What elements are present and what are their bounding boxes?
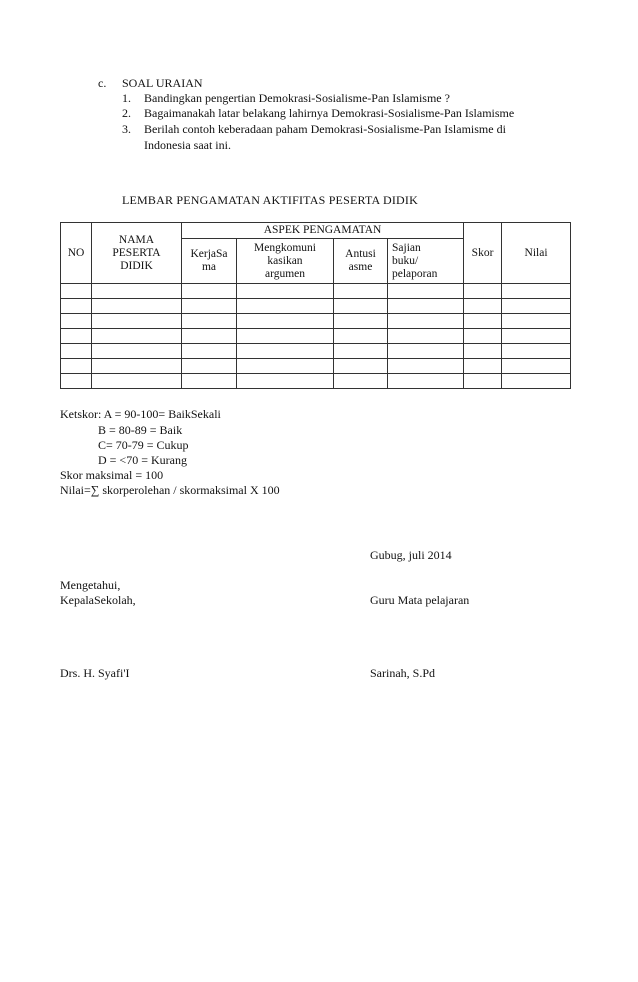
table-cell (237, 359, 334, 374)
table-cell (92, 299, 182, 314)
table-cell (464, 344, 502, 359)
header-nama-line: DIDIK (120, 259, 153, 272)
question-text: Berilah contoh keberadaan paham Demokrasi-Sosialisme-Pan Islamisme di (144, 122, 506, 136)
place-date: Gubug, juli 2014 (370, 548, 452, 562)
table-row (61, 359, 571, 374)
table-cell (388, 359, 464, 374)
question-text: Bagaimanakah latar belakang lahirnya Demokrasi-Sosialisme-Pan Islamisme (144, 106, 515, 120)
table-cell (388, 344, 464, 359)
table-cell (388, 314, 464, 329)
table-cell (502, 299, 571, 314)
table-cell (61, 299, 92, 314)
score-key-a: Ketskor: A = 90-100= BaikSekali (60, 407, 221, 421)
guru-label: Guru Mata pelajaran (370, 593, 470, 607)
score-key-d: D = <70 = Kurang (98, 453, 187, 467)
table-cell (464, 314, 502, 329)
table-cell (334, 344, 388, 359)
table-cell (182, 359, 237, 374)
table-cell (182, 344, 237, 359)
table-row (61, 329, 571, 344)
question-number: 1. (122, 91, 131, 105)
table-cell (334, 374, 388, 389)
table-cell (61, 374, 92, 389)
table-cell (502, 374, 571, 389)
question-number: 3. (122, 122, 131, 136)
header-no: NO (61, 223, 92, 284)
table-row (61, 374, 571, 389)
table-cell (388, 374, 464, 389)
header-komunikasi-line: kasikan (267, 254, 303, 267)
table-row (61, 299, 571, 314)
table-cell (237, 284, 334, 299)
question-3-continuation: Indonesia saat ini. (144, 138, 231, 152)
header-kerjasama (182, 239, 237, 284)
header-nama-line: PESERTA (112, 246, 161, 259)
header-antusiasme (334, 239, 388, 284)
table-cell (92, 374, 182, 389)
table-cell (92, 314, 182, 329)
table-cell (61, 344, 92, 359)
table-cell (334, 329, 388, 344)
question-3 (122, 122, 506, 136)
table-cell (237, 329, 334, 344)
header-nilai: Nilai (502, 223, 571, 284)
header-sajian-line: pelaporan (392, 267, 438, 280)
table-row (61, 344, 571, 359)
observation-table-body (61, 284, 571, 389)
score-max: Skor maksimal = 100 (60, 468, 164, 482)
header-antusiasme-line: Antusi (345, 248, 376, 260)
table-cell (237, 344, 334, 359)
table-cell (334, 299, 388, 314)
table-cell (388, 284, 464, 299)
table-cell (92, 359, 182, 374)
question-1 (122, 91, 450, 105)
observation-title: LEMBAR PENGAMATAN AKTIFITAS PESERTA DIDIK (122, 193, 418, 207)
table-cell (388, 299, 464, 314)
table-row (61, 284, 571, 299)
table-cell (237, 314, 334, 329)
score-key-b: B = 80-89 = Baik (98, 423, 183, 437)
section-letter: c. (98, 76, 107, 90)
table-cell (464, 284, 502, 299)
header-nama (92, 223, 182, 284)
table-cell (334, 314, 388, 329)
table-cell (502, 359, 571, 374)
table-cell (92, 284, 182, 299)
observation-table (60, 222, 571, 389)
table-cell (92, 329, 182, 344)
header-aspek: ASPEK PENGAMATAN (182, 223, 464, 239)
table-cell (237, 299, 334, 314)
header-sajian-line: buku/ (392, 254, 419, 267)
table-cell (182, 329, 237, 344)
table-cell (237, 374, 334, 389)
kepala-sekolah-name: Drs. H. Syafi'I (60, 666, 130, 680)
table-cell (182, 299, 237, 314)
table-cell (61, 314, 92, 329)
question-text: Bandingkan pengertian Demokrasi-Sosialisme-Pan Islamisme ? (144, 91, 450, 105)
table-cell (334, 284, 388, 299)
table-cell (61, 359, 92, 374)
table-cell (182, 284, 237, 299)
table-cell (182, 314, 237, 329)
table-cell (182, 374, 237, 389)
table-cell (464, 374, 502, 389)
guru-name: Sarinah, S.Pd (370, 666, 436, 680)
table-cell (502, 329, 571, 344)
table-cell (502, 314, 571, 329)
table-cell (61, 284, 92, 299)
table-cell (61, 329, 92, 344)
header-antusiasme-line: asme (348, 261, 373, 273)
header-skor: Skor (464, 223, 502, 284)
table-cell (388, 329, 464, 344)
table-cell (464, 299, 502, 314)
score-formula: Nilai=∑ skorperolehan / skormaksimal X 100 (60, 483, 280, 497)
table-cell (92, 344, 182, 359)
table-cell (334, 359, 388, 374)
header-komunikasi-line: argumen (264, 267, 306, 280)
header-komunikasi (237, 239, 334, 284)
header-komunikasi-line: Mengkomuni (254, 241, 316, 254)
question-number: 2. (122, 106, 131, 120)
question-2 (122, 106, 514, 120)
header-kerjasama-line: KerjaSa (190, 248, 228, 260)
score-key-c: C= 70-79 = Cukup (98, 438, 189, 452)
kepala-sekolah-label: KepalaSekolah, (60, 593, 136, 607)
table-cell (464, 329, 502, 344)
table-cell (502, 284, 571, 299)
section-title: SOAL URAIAN (122, 76, 203, 90)
table-row (61, 314, 571, 329)
table-cell (464, 359, 502, 374)
header-sajian-line: Sajian (392, 241, 421, 254)
header-nama-line: NAMA (118, 233, 155, 246)
mengetahui-label: Mengetahui, (60, 578, 121, 592)
table-cell (502, 344, 571, 359)
header-sajian (388, 239, 464, 284)
header-kerjasama-line: ma (201, 261, 217, 273)
